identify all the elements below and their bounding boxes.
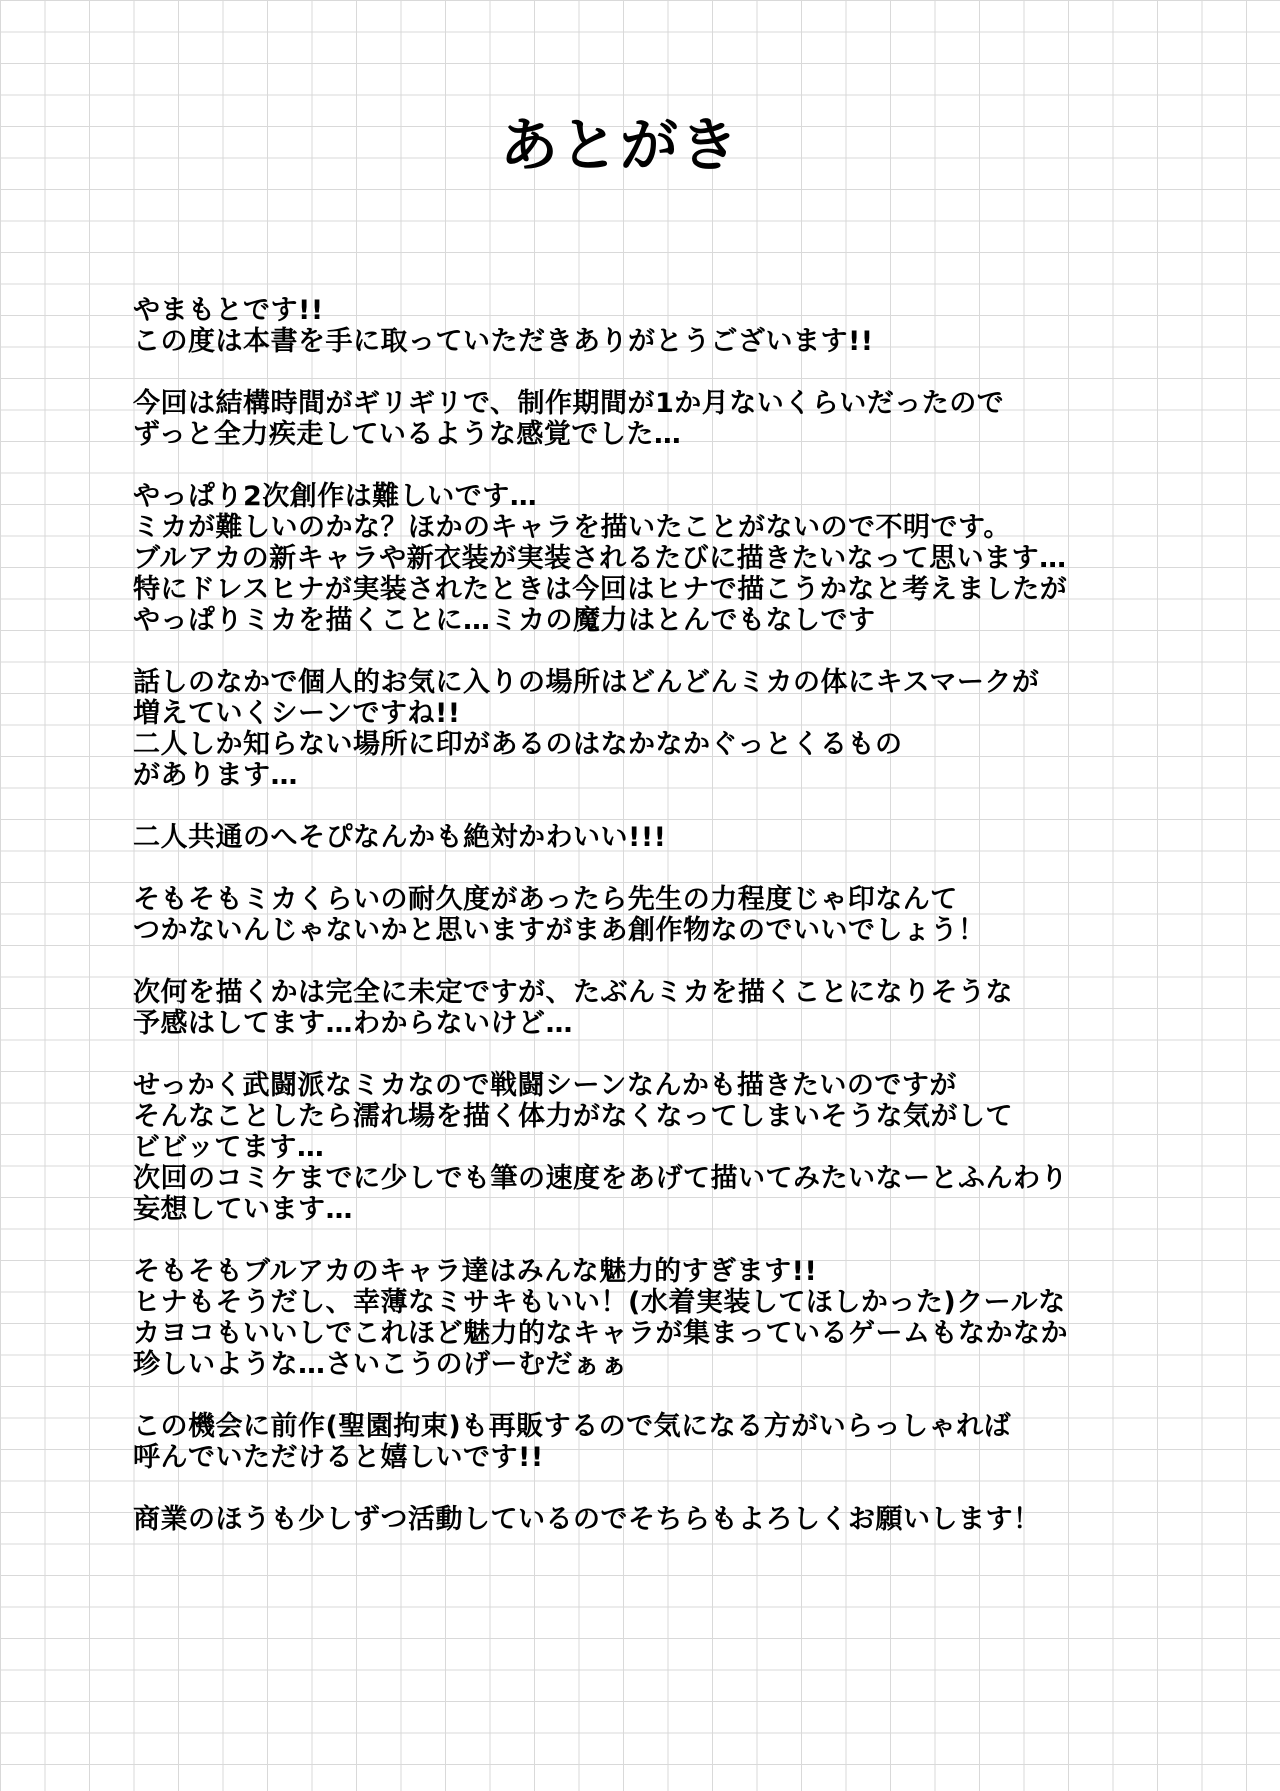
text-line: 妄想しています… — [133, 1194, 353, 1225]
text-line: この度は本書を手に取っていただきありがとうございます!! — [133, 326, 874, 357]
text-line: があります… — [133, 760, 298, 791]
text-line: 珍しいような…さいこうのげーむだぁぁ — [133, 1349, 628, 1380]
text-line: ミカが難しいのかな？ほかのキャラを描いたことがないので不明です。 — [133, 512, 1011, 543]
text-line: 二人共通のへそぴなんかも絶対かわいい!!! — [133, 822, 667, 853]
text-line: 次何を描くかは完全に未定ですが、たぶんミカを描くことになりそうな — [133, 977, 1013, 1008]
paragraph-gap — [133, 791, 1173, 822]
text-line: この機会に前作(聖園拘束)も再販するので気になる方がいらっしゃれば — [133, 1411, 1012, 1442]
paragraph-gap — [133, 853, 1173, 884]
paragraph-gap — [133, 357, 1173, 388]
text-line: ずっと全力疾走しているような感覚でした… — [133, 419, 682, 450]
text-line: 増えていくシーンですね!! — [133, 698, 461, 729]
text-line: せっかく武闘派なミカなので戦闘シーンなんかも描きたいのですが — [133, 1070, 957, 1101]
text-line: そんなことしたら濡れ場を描く体力がなくなってしまいそうな気がして — [133, 1101, 1013, 1132]
text-line: 次回のコミケまでに少しでも筆の速度をあげて描いてみたいなーとふんわり — [133, 1163, 1068, 1194]
text-line: そもそもブルアカのキャラ達はみんな魅力的すぎます!! — [133, 1256, 818, 1287]
text-line: 予感はしてます…わからないけど… — [133, 1008, 573, 1039]
text-line: やっぱりミカを描くことに…ミカの魔力はとんでもなしです — [133, 605, 876, 636]
paragraph-gap — [133, 1039, 1173, 1070]
paragraph-gap — [133, 450, 1173, 481]
text-line: 商業のほうも少しずつ活動しているのでそちらもよろしくお願いします！ — [133, 1504, 1041, 1535]
text-line: 話しのなかで個人的お気に入りの場所はどんどんミカの体にキスマークが — [133, 667, 1040, 698]
paragraph-gap — [133, 636, 1173, 667]
text-line: 呼んでいただけると嬉しいです!! — [133, 1442, 544, 1473]
text-line: ヒナもそうだし、幸薄なミサキもいい！(水着実装してほしかった)クールな — [133, 1287, 1066, 1318]
paragraph-gap — [133, 946, 1173, 977]
afterword-body — [133, 295, 1173, 1535]
paragraph-gap — [133, 1380, 1173, 1411]
text-line: 特にドレスヒナが実装されたときは今回はヒナで描こうかなと考えましたが — [133, 574, 1068, 605]
text-line: やまもとです!! — [133, 295, 324, 326]
text-line: やっぱり2次創作は難しいです… — [133, 481, 538, 512]
text-line: 二人しか知らない場所に印があるのはなかなかぐっとくるもの — [133, 729, 903, 760]
text-line: カヨコもいいしでこれほど魅力的なキャラが集まっているゲームもなかなか — [133, 1318, 1068, 1349]
text-line: ビビッてます… — [133, 1132, 325, 1163]
text-line: 今回は結構時間がギリギリで、制作期間が1か月ないくらいだったので — [133, 388, 1005, 419]
text-line: そもそもミカくらいの耐久度があったら先生の力程度じゃ印なんて — [133, 884, 958, 915]
paragraph-gap — [133, 1225, 1173, 1256]
page-title: あとがき — [499, 111, 740, 179]
paragraph-gap — [133, 1473, 1173, 1504]
text-line: つかないんじゃないかと思いますがまあ創作物なのでいいでしょう！ — [133, 915, 986, 946]
text-line: ブルアカの新キャラや新衣装が実装されるたびに描きたいなって思います… — [133, 543, 1067, 574]
